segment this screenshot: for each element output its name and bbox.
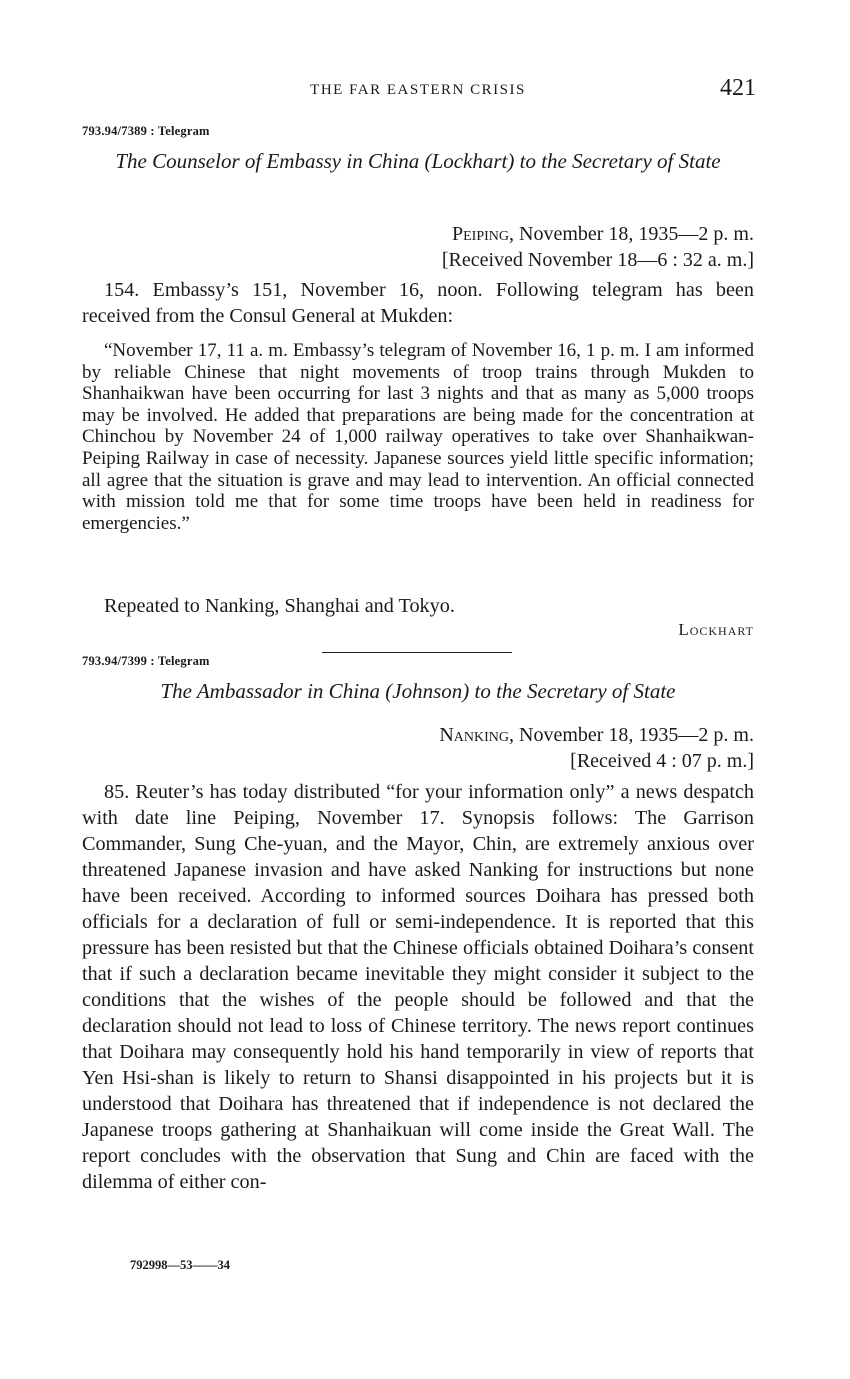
place-2: Nanking bbox=[439, 724, 510, 746]
section-divider bbox=[322, 652, 512, 653]
date-1: , November 18, 1935—2 p. m. bbox=[509, 223, 754, 245]
page-number: 421 bbox=[720, 75, 756, 101]
intro-paragraph-1: 154. Embassy’s 151, November 16, noon. Following telegram has been received from the Consul General at Mukden: bbox=[82, 279, 754, 327]
print-code: 792998—53——34 bbox=[130, 1258, 230, 1272]
telegram-heading-1: The Counselor of Embassy in China (Lockhart) to the Secretary of State bbox=[115, 149, 721, 173]
signature-1: Lockhart bbox=[678, 620, 754, 639]
quoted-telegram: “November 17, 11 a. m. Embassy’s telegram of November 16, 1 p. m. I am informed by reliable Chinese that night movements of troop trains through Mukden to Shanhaikwan have been occurring for last 3 nights and that as many as 5,000 troops may be involved. He added that preparations are being made for the concentration at Chinchou by November 24 of 1,000 railway operatives to take over Shanhaikwan-Peiping Railway in case of necessity. Japanese sources yield little specific information; all agree that the situation is grave and may lead to intervention. An official connected with mission told me that for some time troops have been held in readiness for emergencies.” bbox=[82, 340, 754, 534]
received-2: [Received 4 : 07 p. m.] bbox=[570, 750, 754, 772]
dateline-2 bbox=[439, 722, 754, 748]
running-title: THE FAR EASTERN CRISIS bbox=[310, 82, 526, 98]
body-paragraph-2: 85. Reuter’s has today distributed “for your information only” a news despatch with date line Peiping, November 17. Synopsis follows: The Garrison Commander, Sung Che-yuan, and the Mayor, Chin, are extremely anxious over threatened Japanese invasion and have asked Nanking for instructions but none have been received. According to informed sources Doihara has pressed both officials for a declaration of full or semi-independence. It is reported that this pressure has been resisted but that the Chinese officials obtained Doihara’s consent that if such a declaration became inevitable they might consider it subject to the conditions that the wishes of the people should be followed and that the declaration should not lead to loss of Chinese territory. The news report continues that Doihara may consequently hold his hand temporarily in view of reports that Yen Hsi-shan is likely to return to Shansi disappointed in his projects but it is understood that Doihara has threatened that if independence is not declared the Japanese troops gathering at Shanhaikuan will come inside the Great Wall. The report concludes with the observation that Sung and Chin are faced with the dilemma of either con- bbox=[82, 781, 754, 1193]
file-reference-1: 793.94/7389 : Telegram bbox=[82, 124, 210, 138]
date-2: , November 18, 1935—2 p. m. bbox=[509, 724, 754, 746]
running-head bbox=[80, 75, 756, 106]
repeated-note: Repeated to Nanking, Shanghai and Tokyo. bbox=[104, 595, 455, 617]
file-reference-2: 793.94/7399 : Telegram bbox=[82, 654, 210, 668]
place-1: Peiping bbox=[452, 223, 510, 245]
received-1: [Received November 18—6 : 32 a. m.] bbox=[441, 249, 754, 271]
telegram-heading-2: The Ambassador in China (Johnson) to the Secretary of State bbox=[160, 679, 676, 703]
dateline-1 bbox=[452, 221, 754, 247]
